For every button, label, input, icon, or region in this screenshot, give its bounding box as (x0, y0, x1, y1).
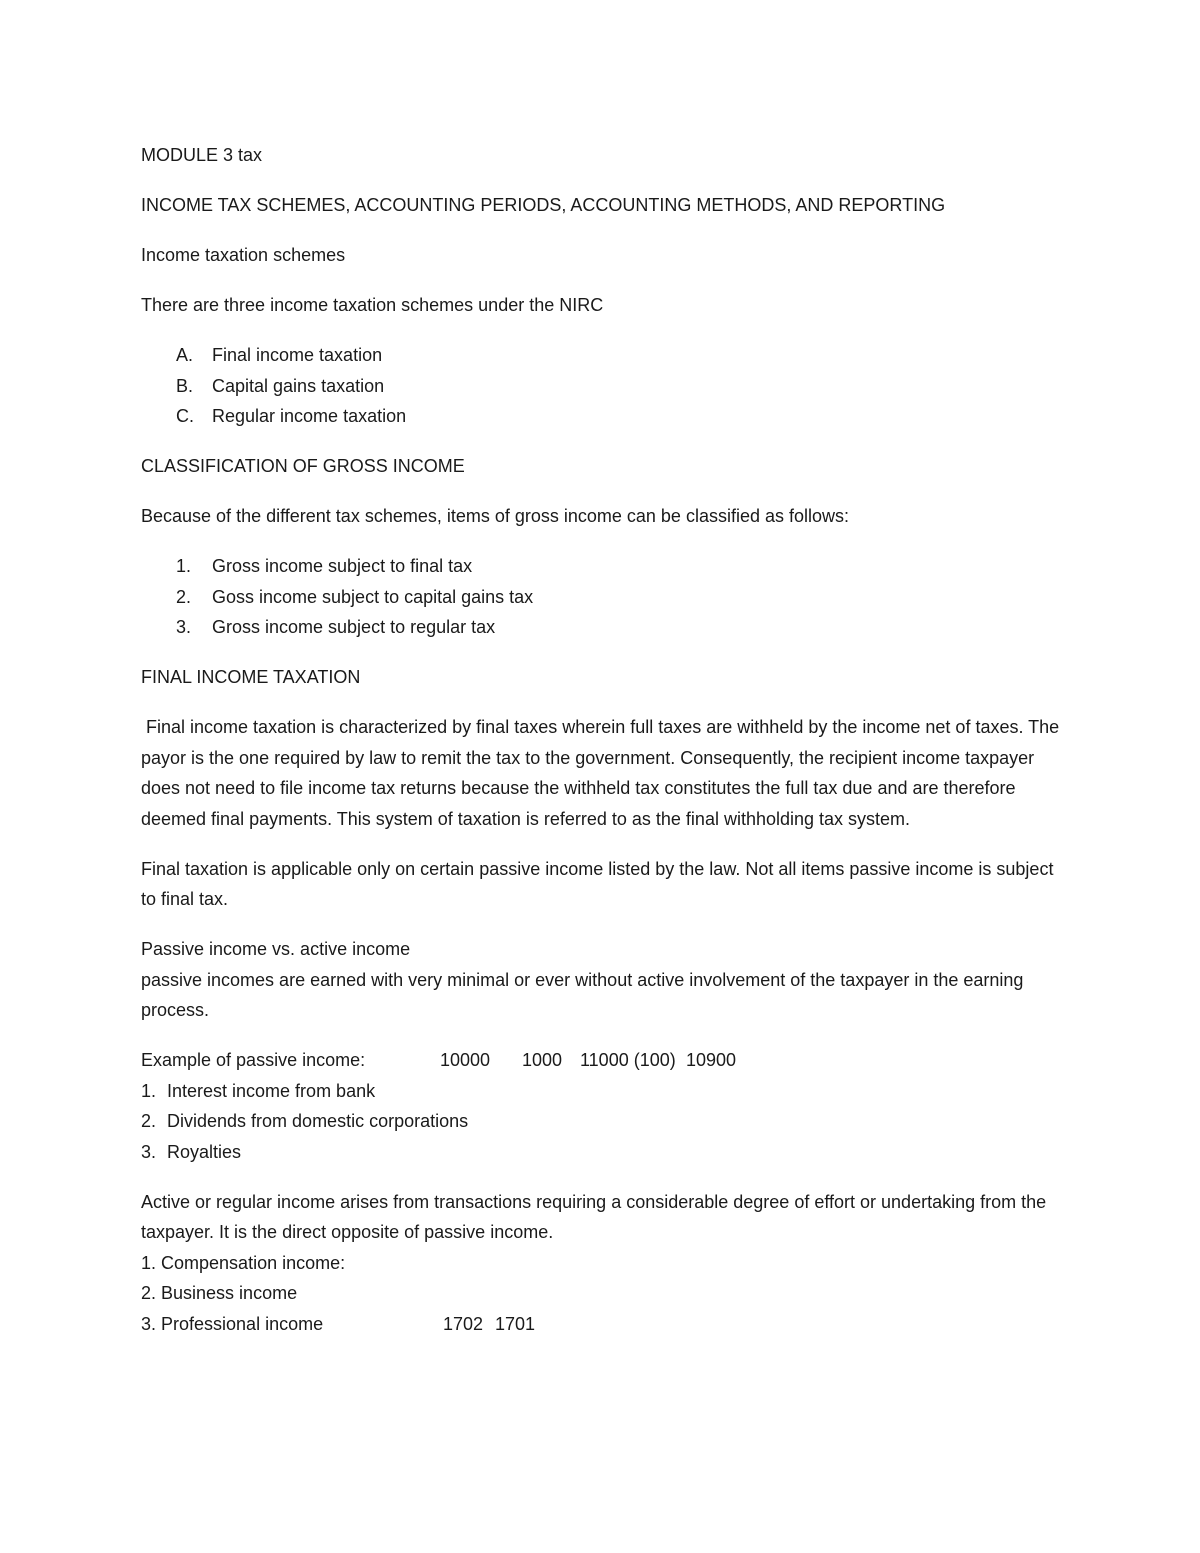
list-item (141, 612, 1061, 643)
list-item-text: Gross income subject to final tax (212, 556, 473, 576)
list-marker: 3. (141, 1313, 157, 1334)
list-marker: 1. (141, 1080, 157, 1101)
document-title: MODULE 3 tax (141, 145, 263, 165)
list-item (141, 1278, 1061, 1309)
list-item-text: Goss income subject to capital gains tax (212, 586, 534, 607)
list-marker: 1. (176, 556, 192, 576)
list-item (141, 340, 1061, 371)
example-number: 10000 (440, 1050, 491, 1070)
active-examples-list (141, 1248, 1061, 1340)
schemes-list (141, 340, 1061, 432)
list-marker: A. (176, 345, 194, 365)
list-item (141, 1106, 1061, 1137)
list-item-text: Business income (161, 1283, 298, 1303)
list-marker: 2. (141, 1283, 157, 1303)
document-body (141, 140, 1065, 1359)
passive-example-label: Example of passive income: (141, 1050, 366, 1070)
list-marker: B. (176, 375, 194, 396)
form-number: 1702 (443, 1313, 484, 1334)
section-heading-schemes: Income taxation schemes (141, 245, 346, 265)
list-item-text: Capital gains taxation (212, 375, 385, 396)
example-number: 11000 (100) (580, 1050, 676, 1070)
list-marker: 2. (141, 1111, 157, 1131)
list-item (141, 1137, 1061, 1168)
section-heading-classification: CLASSIFICATION OF GROSS INCOME (141, 456, 465, 476)
list-marker: 3. (141, 1141, 157, 1162)
list-marker: 2. (176, 586, 192, 607)
list-item (141, 1248, 1061, 1279)
list-item-text: Royalties (167, 1141, 242, 1162)
passive-examples-list (141, 1076, 1061, 1168)
list-item-text: Gross income subject to regular tax (212, 617, 496, 637)
list-item-text: Professional income (161, 1313, 324, 1334)
section-heading-final: FINAL INCOME TAXATION (141, 667, 361, 687)
section-intro-schemes: There are three income taxation schemes under the NIRC (141, 295, 604, 315)
passive-paragraph: passive incomes are earned with very minimal or ever without active involvement of the taxpayer in the earning process. (141, 969, 1024, 1020)
final-paragraph: Final income taxation is characterized by final taxes wherein full taxes are withheld by the income net of taxes. The payor is the one required by law to remit the tax to the government. Consequently, the recipient income taxpayer does not need to file income tax returns because the withheld tax constitutes the full tax due and are therefore deemed final payments. This system of taxation is referred to as the final withholding tax system. (141, 717, 1065, 829)
list-item (141, 371, 1061, 402)
list-item-text: Dividends from domestic corporations (167, 1111, 469, 1131)
list-item-text: Regular income taxation (212, 406, 407, 426)
active-paragraph: Active or regular income arises from transactions requiring a considerable degree of effort or undertaking from the taxpayer. It is the direct opposite of passive income. (141, 1191, 1047, 1242)
example-number: 1000 (522, 1050, 563, 1070)
form-number: 1701 (495, 1313, 536, 1334)
list-marker: 3. (176, 617, 192, 637)
list-item (141, 551, 1061, 582)
list-item-text: Interest income from bank (167, 1080, 376, 1101)
list-item (141, 401, 1061, 432)
list-item (141, 1076, 1061, 1107)
list-marker: 1. (141, 1252, 157, 1273)
document-subtitle: INCOME TAX SCHEMES, ACCOUNTING PERIODS, ACCOUNTING METHODS, AND REPORTING (141, 195, 946, 215)
list-marker: C. (176, 406, 194, 426)
section-intro-classification: Because of the different tax schemes, items of gross income can be classified as follows: (141, 506, 850, 526)
passive-example-line (141, 1045, 1061, 1076)
list-item-text: Final income taxation (212, 345, 383, 365)
list-item (141, 582, 1061, 613)
classification-list (141, 551, 1061, 643)
section-heading-passive: Passive income vs. active income (141, 939, 411, 959)
list-item (141, 1309, 1061, 1340)
final-paragraph-2: Final taxation is applicable only on certain passive income listed by the law. Not all items passive income is subject to final tax. (141, 858, 1054, 909)
list-item-text: Compensation income: (161, 1252, 346, 1273)
example-number: 10900 (686, 1050, 737, 1070)
